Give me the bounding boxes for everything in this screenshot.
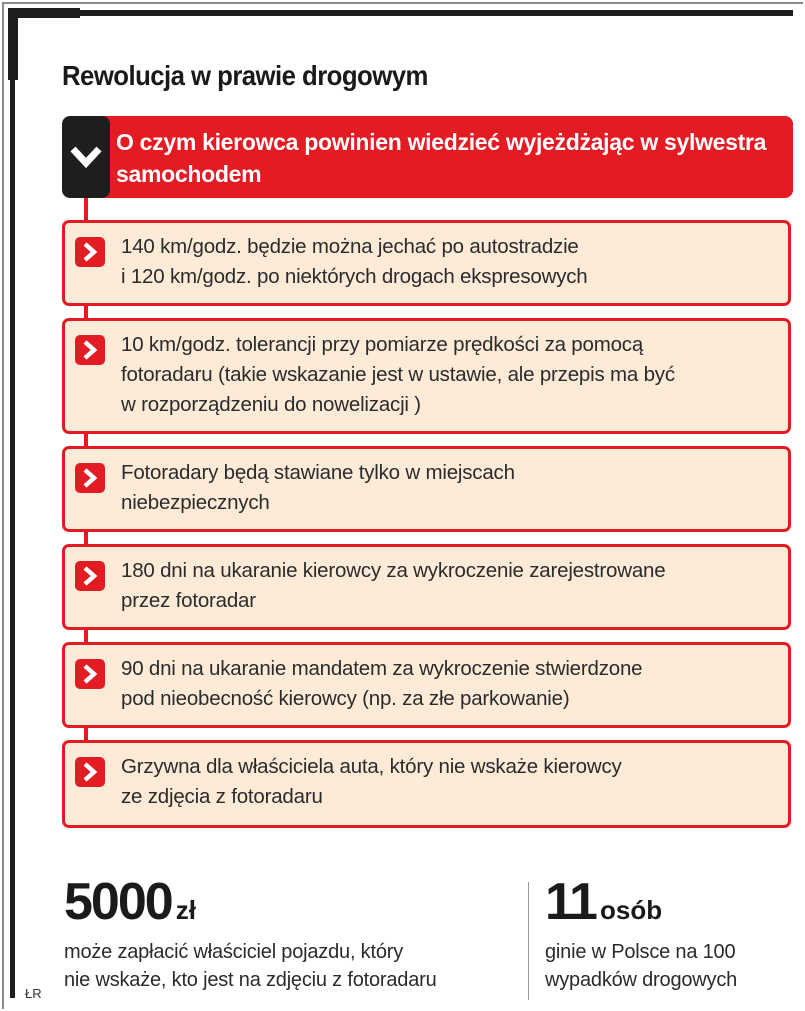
item-line: 140 km/godz. będzie można jechać po autostradzie — [121, 235, 579, 258]
stat-desc-line: nie wskaże, kto jest na zdjęciu z fotoradaru — [64, 969, 437, 991]
page-title: Rewolucja w prawie drogowym — [62, 60, 428, 91]
top-rule — [8, 10, 793, 16]
stat-unit: osób — [599, 895, 663, 925]
item-line: Grzywna dla właściciela auta, który nie wskaże kierowcy — [121, 755, 622, 778]
chevron-right-icon — [75, 237, 105, 267]
author-credit: ŁR — [25, 986, 42, 1001]
chevron-right-icon — [75, 561, 105, 591]
chevron-right-icon — [75, 757, 105, 787]
stat-desc-line: wypadków drogowych — [545, 969, 738, 991]
chevron-down-icon — [69, 145, 103, 169]
stat-value: 5000 — [64, 873, 172, 931]
item-line: przez fotoradar — [121, 589, 256, 612]
stat-deaths — [545, 872, 737, 994]
item-line: 180 dni na ukaranie kierowcy za wykroczenie zarejestrowane — [121, 559, 666, 582]
item-line: pod nieobecność kierowcy (np. za złe parkowanie) — [121, 687, 570, 710]
list-item — [62, 544, 791, 630]
item-line: w rozporządzeniu do nowelizacji ) — [121, 393, 421, 416]
list-item — [62, 642, 791, 728]
stat-divider — [528, 882, 529, 1000]
stat-desc-line: może zapłacić właściciel pojazdu, który — [64, 941, 404, 963]
stat-desc-line: ginie w Polsce na 100 — [545, 941, 736, 963]
item-line: 10 km/godz. tolerancji przy pomiarze prędkości za pomocą — [121, 333, 644, 356]
item-line: fotoradaru (takie wskazanie jest w ustawie, ale przepis ma być — [121, 363, 675, 386]
stat-fine — [64, 872, 437, 994]
header-badge — [62, 116, 110, 198]
chevron-right-icon — [75, 463, 105, 493]
item-line: 90 dni na ukaranie mandatem za wykroczenie stwierdzone — [121, 657, 643, 680]
list-item — [62, 740, 791, 828]
stat-unit: zł — [175, 895, 196, 925]
section-header — [62, 116, 793, 198]
header-text: O czym kierowca powinien wiedzieć wyjeżdżając w sylwestra samochodem — [116, 129, 767, 187]
list-item — [62, 220, 791, 306]
left-rule — [10, 16, 15, 998]
list-item — [62, 318, 791, 434]
list-item — [62, 446, 791, 532]
chevron-right-icon — [75, 335, 105, 365]
stat-value: 11 — [545, 873, 596, 931]
item-line: ze zdjęcia z fotoradaru — [121, 785, 323, 808]
item-line: niebezpiecznych — [121, 491, 270, 514]
corner-accent — [8, 8, 80, 18]
item-line: Fotoradary będą stawiane tylko w miejscach — [121, 461, 515, 484]
chevron-right-icon — [75, 659, 105, 689]
item-line: i 120 km/godz. po niektórych drogach ekspresowych — [121, 265, 588, 288]
